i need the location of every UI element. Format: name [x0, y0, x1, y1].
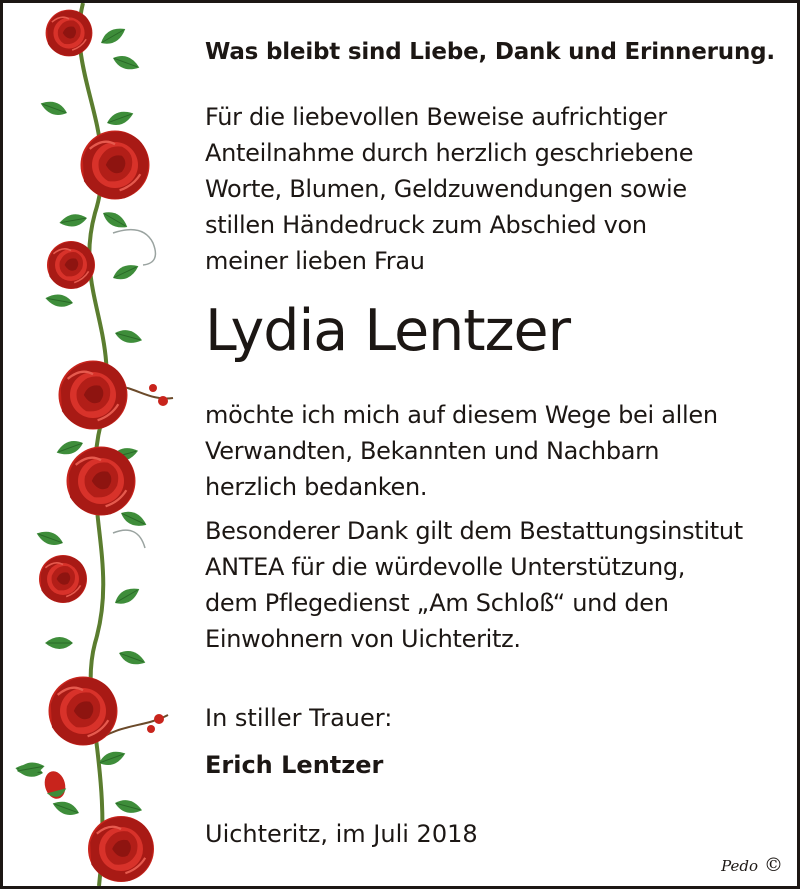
thanks-line: herzlich bedanken.	[205, 473, 428, 501]
artist-signature: Pedo	[721, 857, 758, 875]
intro-line: Worte, Blumen, Geldzuwendungen sowie	[205, 175, 687, 203]
thanks-paragraph	[205, 397, 718, 505]
artist-mark	[721, 854, 783, 876]
special-thanks-line: Einwohnern von Uichteritz.	[205, 625, 521, 653]
intro-line: stillen Händedruck zum Abschied von	[205, 211, 647, 239]
special-thanks-line: ANTEA für die würdevolle Unterstützung,	[205, 553, 686, 581]
thanks-line: möchte ich mich auf diesem Wege bei allen	[205, 401, 718, 429]
intro-line: Anteilnahme durch herzlich geschriebene	[205, 139, 694, 167]
mourner-name: Erich Lentzer	[205, 751, 384, 779]
intro-line: Für die liebevollen Beweise aufrichtiger	[205, 103, 667, 131]
copyright-icon: ©	[764, 854, 783, 876]
deceased-name: Lydia Lentzer	[205, 298, 571, 364]
thanks-line: Verwandten, Bekannten und Nachbarn	[205, 437, 660, 465]
intro-paragraph	[205, 99, 693, 279]
rose-vine-icon	[3, 3, 183, 886]
intro-line: meiner lieben Frau	[205, 247, 425, 275]
special-thanks-line: dem Pflegedienst „Am Schloß“ und den	[205, 589, 669, 617]
place-date: Uichteritz, im Juli 2018	[205, 820, 478, 848]
special-thanks-paragraph	[205, 513, 743, 657]
special-thanks-line: Besonderer Dank gilt dem Bestattungsinstitut	[205, 517, 743, 545]
headline: Was bleibt sind Liebe, Dank und Erinnerung.	[205, 39, 775, 65]
mourning-label: In stiller Trauer:	[205, 704, 393, 732]
